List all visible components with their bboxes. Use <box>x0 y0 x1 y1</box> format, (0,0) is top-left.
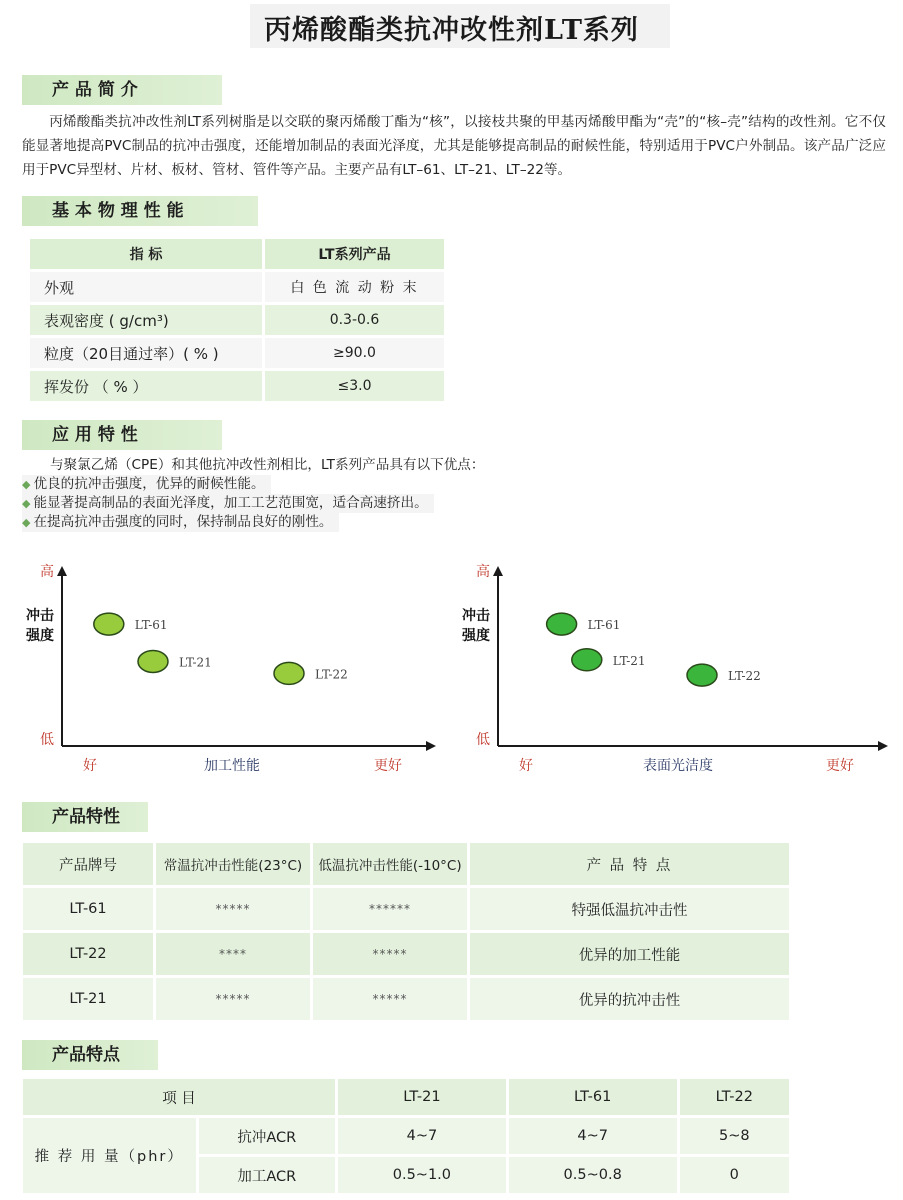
row-label: 挥发份 （ % ） <box>30 371 262 401</box>
header-product: LT-61 <box>509 1079 677 1115</box>
data-point-label: LT-21 <box>612 653 646 668</box>
x-axis-title: 加工性能 <box>204 758 260 774</box>
physical-table <box>27 236 447 404</box>
diamond-bullet-icon: ◆ <box>22 516 31 529</box>
data-point-label: LT-22 <box>728 669 761 684</box>
cell-value: 4~7 <box>509 1118 677 1154</box>
data-point <box>547 613 577 635</box>
header-brand: 产品牌号 <box>23 843 153 885</box>
y-low-label: 低 <box>40 732 54 748</box>
header-product: LT-21 <box>338 1079 506 1115</box>
features-table <box>20 1076 792 1196</box>
header-item: 项 目 <box>23 1079 335 1115</box>
row-label: 表观密度 ( g/cm³) <box>30 305 262 335</box>
y-axis-title: 强度 <box>26 628 54 644</box>
x-axis-arrow-icon <box>878 741 888 751</box>
cell-normal-temp: ***** <box>156 978 310 1020</box>
header-product: LT系列产品 <box>265 239 444 269</box>
diamond-bullet-icon: ◆ <box>22 497 31 510</box>
section-intro-heading: 产 品 简 介 <box>22 75 222 105</box>
cell-brand: LT-21 <box>23 978 153 1020</box>
header-low-temp: 低温抗冲击性能(-10°C) <box>313 843 467 885</box>
table-row <box>23 1118 789 1154</box>
list-item <box>22 513 339 532</box>
recommended-dosage-label: 推 荐 用 量（phr） <box>23 1118 196 1193</box>
data-point-label: LT-22 <box>315 667 348 682</box>
header-indicator: 指 标 <box>30 239 262 269</box>
y-high-label: 高 <box>476 564 490 580</box>
advantages-list <box>22 456 485 532</box>
row-value: 白 色 流 动 粉 末 <box>265 272 444 302</box>
data-point <box>274 662 304 684</box>
section-application-heading: 应 用 特 性 <box>22 420 222 450</box>
row-value: ≥90.0 <box>265 338 444 368</box>
header-features: 产 品 特 点 <box>470 843 789 885</box>
y-low-label: 低 <box>476 732 490 748</box>
cell-value: 0.5~0.8 <box>509 1157 677 1193</box>
table-row <box>30 338 444 368</box>
cell-low-temp: ***** <box>313 978 467 1020</box>
list-item-text: 优良的抗冲击强度，优异的耐候性能。 <box>33 476 265 492</box>
cell-normal-temp: ***** <box>156 888 310 930</box>
header-product: LT-22 <box>680 1079 789 1115</box>
row-label: 粒度（20目通过率）( % ) <box>30 338 262 368</box>
header-normal-temp: 常温抗冲击性能(23°C) <box>156 843 310 885</box>
data-point <box>94 613 124 635</box>
data-point-label: LT-21 <box>179 655 212 670</box>
table-row <box>30 371 444 401</box>
intro-paragraph: 丙烯酸酯类抗冲改性剂LT系列树脂是以交联的聚丙烯酸丁酯为“核”，以接枝共聚的甲基丙烯酸甲酯为“壳”的“核–壳”结构的改性剂。它不仅能显著地提高PVC制品的抗冲击强度，还能增加制品的表面光泽度，尤其是能够提高制品的耐候性能，特别适用于PVC户外制品。该产品广泛应用于PVC异型材、片材、板材、管材、管件等产品。主要产品有LT–61、LT–21、LT–22等。 <box>22 114 886 178</box>
cell-value: 5~8 <box>680 1118 789 1154</box>
section-physical-heading: 基 本 物 理 性 能 <box>22 196 258 226</box>
table-header-row <box>30 239 444 269</box>
list-item-text: 在提高抗冲击强度的同时，保持制品良好的刚性。 <box>33 514 333 530</box>
table-row <box>23 888 789 930</box>
chart-processing <box>20 550 440 790</box>
y-high-label: 高 <box>40 564 54 580</box>
x-axis-title: 表面光洁度 <box>643 758 713 774</box>
table-header-row <box>23 1079 789 1115</box>
section-characteristics-heading: 产品特性 <box>22 802 148 832</box>
list-item <box>22 494 434 513</box>
table-row <box>23 933 789 975</box>
cell-feature: 优异的加工性能 <box>470 933 789 975</box>
cell-low-temp: ****** <box>313 888 467 930</box>
row-name: 加工ACR <box>199 1157 335 1193</box>
chart-surface-finish <box>452 550 892 790</box>
row-value: ≤3.0 <box>265 371 444 401</box>
cell-feature: 特强低温抗冲击性 <box>470 888 789 930</box>
x-low-label: 好 <box>519 758 533 774</box>
cell-value: 0.5~1.0 <box>338 1157 506 1193</box>
table-header-row <box>23 843 789 885</box>
table-row <box>30 272 444 302</box>
diamond-bullet-icon: ◆ <box>22 478 31 491</box>
cell-feature: 优异的抗冲击性 <box>470 978 789 1020</box>
page-title: 丙烯酸酯类抗冲改性剂LT系列 <box>264 15 639 46</box>
cell-low-temp: ***** <box>313 933 467 975</box>
row-label: 外观 <box>30 272 262 302</box>
data-point-label: LT-61 <box>587 618 621 633</box>
data-point <box>138 651 168 673</box>
list-item-text: 能显著提高制品的表面光泽度，加工工艺范围宽，适合高速挤出。 <box>33 495 428 511</box>
cell-normal-temp: **** <box>156 933 310 975</box>
cell-value: 4~7 <box>338 1118 506 1154</box>
data-point <box>572 649 602 671</box>
section-features-heading: 产品特点 <box>22 1040 158 1070</box>
cell-brand: LT-61 <box>23 888 153 930</box>
x-low-label: 好 <box>83 758 97 774</box>
y-axis-title: 强度 <box>462 628 490 644</box>
x-high-label: 更好 <box>826 758 854 774</box>
advantages-intro: 与聚氯乙烯（CPE）和其他抗冲改性剂相比，LT系列产品具有以下优点： <box>50 457 485 473</box>
cell-value: 0 <box>680 1157 789 1193</box>
x-high-label: 更好 <box>374 758 402 774</box>
y-axis-title: 冲击 <box>462 608 490 624</box>
y-axis-arrow-icon <box>493 566 503 576</box>
x-axis-arrow-icon <box>426 741 436 751</box>
table-row <box>30 305 444 335</box>
data-point-label: LT-61 <box>134 618 168 633</box>
characteristics-table <box>20 840 792 1023</box>
table-row <box>23 978 789 1020</box>
cell-brand: LT-22 <box>23 933 153 975</box>
y-axis-arrow-icon <box>57 566 67 576</box>
list-item <box>22 475 271 494</box>
row-name: 抗冲ACR <box>199 1118 335 1154</box>
data-point <box>687 664 717 686</box>
y-axis-title: 冲击 <box>26 608 54 624</box>
row-value: 0.3-0.6 <box>265 305 444 335</box>
